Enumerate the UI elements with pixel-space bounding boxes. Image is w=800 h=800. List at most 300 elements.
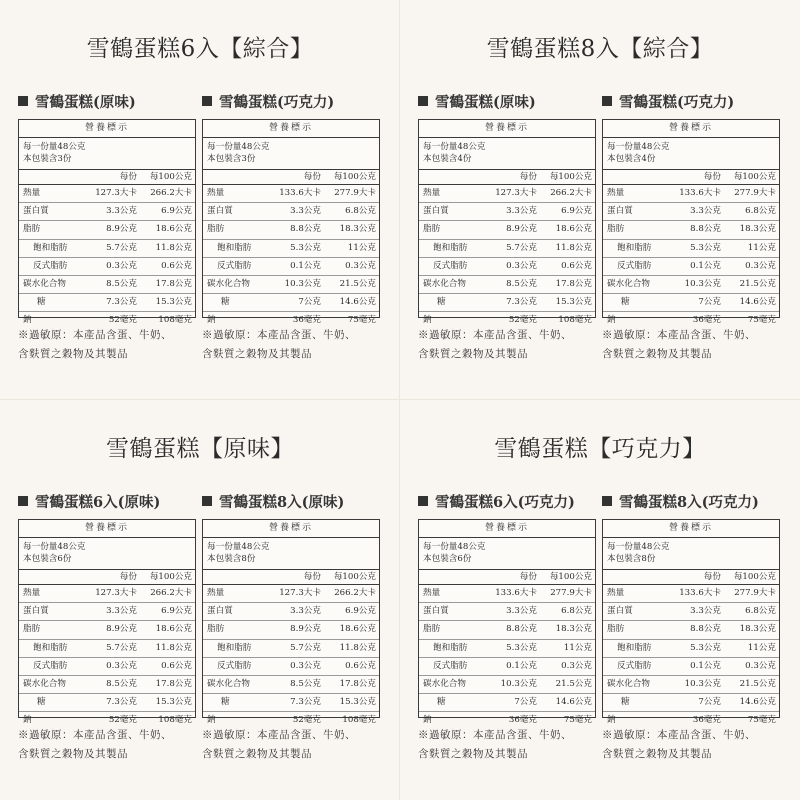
nutrition-rows bbox=[603, 585, 779, 730]
column-header-name bbox=[203, 570, 273, 584]
nutrient-name: 糖 bbox=[437, 297, 446, 308]
nutrient-name: 蛋白質 bbox=[423, 206, 449, 217]
column-headers bbox=[19, 570, 195, 585]
per-100g-value: 0.3公克 bbox=[745, 260, 776, 271]
serving-size: 每一份量48公克 bbox=[607, 142, 670, 152]
nutrient-name: 飽和脂肪 bbox=[433, 642, 468, 653]
nutrition-rows bbox=[19, 585, 195, 730]
per-100g-value: 14.6公克 bbox=[555, 697, 592, 708]
serving-size: 每一份量48公克 bbox=[23, 142, 86, 152]
nutrition-row bbox=[603, 276, 779, 294]
nutrition-row bbox=[203, 185, 379, 203]
per-serving-value: 8.8公克 bbox=[690, 624, 721, 635]
nutrient-name: 反式脂肪 bbox=[433, 260, 468, 271]
nutrition-row bbox=[203, 621, 379, 639]
column-header-name bbox=[19, 570, 89, 584]
nutrient-name: 鈉 bbox=[607, 715, 616, 726]
per-100g-value: 6.9公克 bbox=[345, 606, 376, 617]
per-serving-value: 0.3公克 bbox=[106, 660, 137, 671]
per-serving-value: 7公克 bbox=[698, 697, 721, 708]
per-serving-value: 52毫克 bbox=[508, 315, 537, 326]
per-serving-value: 5.7公克 bbox=[290, 642, 321, 653]
nutrition-column bbox=[418, 490, 598, 764]
nutrition-row bbox=[203, 276, 379, 294]
per-serving-value: 10.3公克 bbox=[684, 278, 721, 289]
column-header-per-serving: 每份 bbox=[703, 172, 721, 182]
per-100g-value: 277.9大卡 bbox=[334, 188, 376, 198]
per-100g-value: 266.2大卡 bbox=[150, 588, 192, 598]
nutrient-name: 糖 bbox=[621, 697, 630, 708]
nutrient-name: 熱量 bbox=[423, 188, 441, 198]
product-subtitle-text: 雪鶴蛋糕(巧克力) bbox=[619, 93, 735, 111]
column-header-per-serving: 每份 bbox=[519, 572, 537, 582]
nutrition-column bbox=[202, 490, 382, 764]
nutrient-name: 鈉 bbox=[207, 315, 216, 326]
nutrient-name: 脂肪 bbox=[23, 224, 41, 235]
nutrition-row bbox=[203, 258, 379, 276]
column-headers bbox=[203, 570, 379, 585]
section-title: 雪鶴蛋糕【原味】 bbox=[106, 436, 294, 462]
servings-per-package: 本包裝含6份 bbox=[23, 554, 72, 564]
nutrition-table-header: 營養標示 bbox=[603, 520, 779, 538]
nutrient-name: 飽和脂肪 bbox=[617, 242, 652, 253]
nutrient-name: 脂肪 bbox=[207, 624, 225, 635]
per-serving-value: 127.3大卡 bbox=[95, 588, 137, 598]
nutrient-name: 蛋白質 bbox=[207, 606, 233, 617]
nutrition-row bbox=[603, 676, 779, 694]
nutrient-name: 碳水化合物 bbox=[423, 278, 466, 289]
per-serving-value: 7.3公克 bbox=[290, 697, 321, 708]
nutrient-name: 飽和脂肪 bbox=[433, 242, 468, 253]
per-100g-value: 17.8公克 bbox=[155, 678, 192, 689]
nutrient-name: 碳水化合物 bbox=[423, 678, 466, 689]
nutrition-column bbox=[418, 90, 598, 364]
servings-per-package: 本包裝含4份 bbox=[607, 154, 656, 164]
nutrition-table bbox=[418, 519, 596, 726]
nutrition-row bbox=[603, 585, 779, 603]
per-serving-value: 0.3公克 bbox=[106, 260, 137, 271]
per-100g-value: 11.8公克 bbox=[155, 242, 192, 253]
section-title: 雪鶴蛋糕6入【綜合】 bbox=[86, 36, 314, 62]
per-serving-value: 3.3公克 bbox=[506, 206, 537, 217]
nutrition-row bbox=[419, 658, 595, 676]
square-bullet-icon bbox=[202, 496, 212, 506]
serving-info bbox=[19, 138, 195, 170]
column-header-per-100g: 每100公克 bbox=[333, 172, 376, 182]
nutrient-name: 脂肪 bbox=[607, 624, 625, 635]
servings-per-package: 本包裝含8份 bbox=[207, 554, 256, 564]
serving-info bbox=[603, 138, 779, 170]
per-100g-value: 108毫克 bbox=[158, 715, 192, 726]
nutrient-name: 蛋白質 bbox=[207, 206, 233, 217]
nutrient-name: 碳水化合物 bbox=[607, 278, 650, 289]
servings-per-package: 本包裝含4份 bbox=[423, 154, 472, 164]
servings-per-package: 本包裝含6份 bbox=[423, 554, 472, 564]
per-100g-value: 17.8公克 bbox=[555, 278, 592, 289]
per-100g-value: 14.6公克 bbox=[339, 297, 376, 308]
column-header-per-100g: 每100公克 bbox=[149, 572, 192, 582]
per-100g-value: 21.5公克 bbox=[739, 278, 776, 289]
per-serving-value: 127.3大卡 bbox=[495, 188, 537, 198]
per-serving-value: 36毫克 bbox=[692, 315, 721, 326]
nutrition-row bbox=[419, 276, 595, 294]
per-serving-value: 7公克 bbox=[514, 697, 537, 708]
per-100g-value: 266.2大卡 bbox=[150, 188, 192, 198]
nutrition-column bbox=[202, 90, 382, 364]
nutrition-rows bbox=[19, 185, 195, 330]
allergen-line: ※過敏原：本產品含蛋、牛奶、 bbox=[418, 729, 572, 741]
column-header-per-serving: 每份 bbox=[303, 572, 321, 582]
product-subtitle-text: 雪鶴蛋糕(原味) bbox=[435, 93, 536, 111]
product-subtitle bbox=[202, 490, 382, 512]
column-header-per-serving: 每份 bbox=[703, 572, 721, 582]
per-serving-value: 8.8公克 bbox=[290, 224, 321, 235]
nutrition-table bbox=[202, 519, 380, 726]
per-serving-value: 10.3公克 bbox=[684, 678, 721, 689]
per-serving-value: 5.7公克 bbox=[106, 642, 137, 653]
allergen-notice bbox=[418, 726, 598, 764]
per-100g-value: 15.3公克 bbox=[555, 297, 592, 308]
column-header-per-100g: 每100公克 bbox=[733, 572, 776, 582]
nutrition-row bbox=[603, 240, 779, 258]
nutrition-row bbox=[603, 658, 779, 676]
nutrition-row bbox=[19, 276, 195, 294]
allergen-line: ※過敏原：本產品含蛋、牛奶、 bbox=[202, 329, 356, 341]
servings-per-package: 本包裝含8份 bbox=[607, 554, 656, 564]
nutrition-row bbox=[19, 658, 195, 676]
per-serving-value: 8.8公克 bbox=[690, 224, 721, 235]
nutrition-row bbox=[419, 185, 595, 203]
nutrient-name: 飽和脂肪 bbox=[33, 642, 68, 653]
per-serving-value: 5.3公克 bbox=[690, 642, 721, 653]
per-100g-value: 266.2大卡 bbox=[334, 588, 376, 598]
per-serving-value: 7.3公克 bbox=[506, 297, 537, 308]
per-100g-value: 18.3公克 bbox=[339, 224, 376, 235]
per-serving-value: 8.8公克 bbox=[506, 624, 537, 635]
product-section bbox=[0, 400, 400, 800]
allergen-line: ※過敏原：本產品含蛋、牛奶、 bbox=[202, 729, 356, 741]
nutrient-name: 糖 bbox=[221, 697, 230, 708]
per-serving-value: 0.1公克 bbox=[506, 660, 537, 671]
nutrition-row bbox=[419, 621, 595, 639]
per-serving-value: 0.3公克 bbox=[506, 260, 537, 271]
nutrition-row bbox=[19, 221, 195, 239]
column-header-per-serving: 每份 bbox=[119, 572, 137, 582]
nutrition-row bbox=[19, 203, 195, 221]
per-serving-value: 7公克 bbox=[298, 297, 321, 308]
nutrition-row bbox=[203, 240, 379, 258]
nutrient-name: 熱量 bbox=[423, 588, 441, 598]
nutrition-table-header: 營養標示 bbox=[19, 520, 195, 538]
per-100g-value: 18.6公克 bbox=[339, 624, 376, 635]
per-serving-value: 36毫克 bbox=[692, 715, 721, 726]
product-subtitle bbox=[602, 490, 782, 512]
column-headers bbox=[603, 170, 779, 185]
nutrition-row bbox=[603, 640, 779, 658]
nutrient-name: 碳水化合物 bbox=[23, 278, 66, 289]
nutrient-name: 蛋白質 bbox=[607, 606, 633, 617]
square-bullet-icon bbox=[18, 96, 28, 106]
nutrient-name: 蛋白質 bbox=[23, 206, 49, 217]
nutrient-name: 飽和脂肪 bbox=[217, 242, 252, 253]
per-serving-value: 3.3公克 bbox=[106, 206, 137, 217]
nutrition-row bbox=[419, 258, 595, 276]
per-serving-value: 36毫克 bbox=[292, 315, 321, 326]
nutrition-table-header: 營養標示 bbox=[203, 520, 379, 538]
per-100g-value: 18.3公克 bbox=[739, 624, 776, 635]
servings-per-package: 本包裝含3份 bbox=[23, 154, 72, 164]
serving-info bbox=[203, 538, 379, 570]
serving-size: 每一份量48公克 bbox=[23, 542, 86, 552]
per-serving-value: 8.9公克 bbox=[290, 624, 321, 635]
nutrient-name: 脂肪 bbox=[207, 224, 225, 235]
nutrition-row bbox=[603, 221, 779, 239]
nutrient-name: 反式脂肪 bbox=[617, 660, 652, 671]
nutrition-row bbox=[203, 640, 379, 658]
per-100g-value: 277.9大卡 bbox=[550, 588, 592, 598]
per-serving-value: 8.9公克 bbox=[506, 224, 537, 235]
allergen-line: ※過敏原：本產品含蛋、牛奶、 bbox=[602, 729, 756, 741]
nutrition-rows bbox=[203, 185, 379, 330]
serving-size: 每一份量48公克 bbox=[207, 542, 270, 552]
nutrition-row bbox=[203, 694, 379, 712]
nutrition-row bbox=[603, 603, 779, 621]
allergen-notice bbox=[202, 726, 382, 764]
per-100g-value: 6.9公克 bbox=[161, 606, 192, 617]
per-serving-value: 8.5公克 bbox=[290, 678, 321, 689]
column-header-name bbox=[19, 170, 89, 184]
nutrition-table bbox=[202, 119, 380, 326]
per-100g-value: 11公克 bbox=[347, 242, 376, 253]
nutrient-name: 碳水化合物 bbox=[23, 678, 66, 689]
allergen-line: 含麩質之穀物及其製品 bbox=[602, 748, 712, 760]
per-100g-value: 108毫克 bbox=[342, 715, 376, 726]
nutrition-row bbox=[419, 676, 595, 694]
nutrition-row bbox=[419, 603, 595, 621]
per-100g-value: 0.6公克 bbox=[561, 260, 592, 271]
nutrition-table-header: 營養標示 bbox=[19, 120, 195, 138]
per-100g-value: 0.6公克 bbox=[161, 660, 192, 671]
per-100g-value: 6.9公克 bbox=[561, 206, 592, 217]
product-subtitle-text: 雪鶴蛋糕6入(巧克力) bbox=[435, 493, 575, 511]
nutrition-rows bbox=[419, 185, 595, 330]
square-bullet-icon bbox=[18, 496, 28, 506]
per-100g-value: 266.2大卡 bbox=[550, 188, 592, 198]
allergen-line: 含麩質之穀物及其製品 bbox=[202, 748, 312, 760]
square-bullet-icon bbox=[418, 496, 428, 506]
per-serving-value: 7.3公克 bbox=[106, 697, 137, 708]
nutrient-name: 反式脂肪 bbox=[617, 260, 652, 271]
per-serving-value: 0.1公克 bbox=[290, 260, 321, 271]
nutrition-row bbox=[203, 585, 379, 603]
nutrient-name: 熱量 bbox=[23, 588, 41, 598]
per-100g-value: 75毫克 bbox=[563, 715, 592, 726]
per-100g-value: 15.3公克 bbox=[339, 697, 376, 708]
allergen-line: ※過敏原：本產品含蛋、牛奶、 bbox=[18, 329, 172, 341]
nutrition-row bbox=[603, 621, 779, 639]
nutrient-name: 鈉 bbox=[607, 315, 616, 326]
nutrition-row bbox=[603, 185, 779, 203]
per-serving-value: 8.9公克 bbox=[106, 624, 137, 635]
product-section bbox=[400, 400, 800, 800]
per-serving-value: 3.3公克 bbox=[290, 606, 321, 617]
nutrition-row bbox=[419, 294, 595, 312]
product-subtitle bbox=[202, 90, 382, 112]
nutrient-name: 脂肪 bbox=[423, 624, 441, 635]
nutrition-row bbox=[419, 640, 595, 658]
nutrition-row bbox=[419, 203, 595, 221]
per-serving-value: 133.6大卡 bbox=[495, 588, 537, 598]
column-header-name bbox=[203, 170, 273, 184]
per-serving-value: 0.1公克 bbox=[690, 660, 721, 671]
square-bullet-icon bbox=[602, 96, 612, 106]
nutrient-name: 反式脂肪 bbox=[433, 660, 468, 671]
serving-size: 每一份量48公克 bbox=[423, 542, 486, 552]
section-title: 雪鶴蛋糕【巧克力】 bbox=[494, 436, 706, 462]
column-headers bbox=[419, 570, 595, 585]
nutrition-row bbox=[603, 294, 779, 312]
serving-info bbox=[419, 538, 595, 570]
column-header-per-serving: 每份 bbox=[119, 172, 137, 182]
column-header-per-100g: 每100公克 bbox=[549, 572, 592, 582]
nutrition-row bbox=[203, 221, 379, 239]
per-serving-value: 8.9公克 bbox=[106, 224, 137, 235]
product-section bbox=[400, 0, 800, 400]
per-100g-value: 75毫克 bbox=[747, 315, 776, 326]
nutrition-row bbox=[603, 203, 779, 221]
nutrition-row bbox=[19, 185, 195, 203]
per-100g-value: 108毫克 bbox=[158, 315, 192, 326]
nutrition-table bbox=[602, 519, 780, 726]
nutrition-table bbox=[418, 119, 596, 326]
nutrition-table-header: 營養標示 bbox=[419, 520, 595, 538]
nutrient-name: 糖 bbox=[37, 697, 46, 708]
per-serving-value: 5.3公克 bbox=[506, 642, 537, 653]
nutrient-name: 碳水化合物 bbox=[207, 678, 250, 689]
allergen-line: ※過敏原：本產品含蛋、牛奶、 bbox=[602, 329, 756, 341]
per-100g-value: 11.8公克 bbox=[555, 242, 592, 253]
allergen-line: 含麩質之穀物及其製品 bbox=[418, 748, 528, 760]
serving-info bbox=[203, 138, 379, 170]
per-100g-value: 15.3公克 bbox=[155, 297, 192, 308]
column-header-per-100g: 每100公克 bbox=[333, 572, 376, 582]
section-title: 雪鶴蛋糕8入【綜合】 bbox=[486, 36, 714, 62]
nutrient-name: 熱量 bbox=[607, 188, 625, 198]
per-serving-value: 5.7公克 bbox=[506, 242, 537, 253]
per-100g-value: 108毫克 bbox=[558, 315, 592, 326]
per-serving-value: 127.3大卡 bbox=[279, 588, 321, 598]
nutrition-table-header: 營養標示 bbox=[203, 120, 379, 138]
nutrient-name: 脂肪 bbox=[23, 624, 41, 635]
nutrient-name: 熱量 bbox=[207, 188, 225, 198]
nutrition-table bbox=[602, 119, 780, 326]
per-serving-value: 52毫克 bbox=[108, 715, 137, 726]
product-subtitle-text: 雪鶴蛋糕(巧克力) bbox=[219, 93, 335, 111]
allergen-line: ※過敏原：本產品含蛋、牛奶、 bbox=[18, 729, 172, 741]
per-100g-value: 277.9大卡 bbox=[734, 588, 776, 598]
per-100g-value: 11公克 bbox=[563, 642, 592, 653]
allergen-line: 含麩質之穀物及其製品 bbox=[418, 348, 528, 360]
nutrition-row bbox=[19, 694, 195, 712]
nutrient-name: 脂肪 bbox=[607, 224, 625, 235]
per-100g-value: 0.6公克 bbox=[161, 260, 192, 271]
nutrition-table bbox=[18, 119, 196, 326]
allergen-line: 含麩質之穀物及其製品 bbox=[18, 348, 128, 360]
nutrition-row bbox=[419, 694, 595, 712]
per-serving-value: 8.5公克 bbox=[106, 678, 137, 689]
per-serving-value: 133.6大卡 bbox=[679, 188, 721, 198]
per-serving-value: 133.6大卡 bbox=[279, 188, 321, 198]
nutrient-name: 反式脂肪 bbox=[33, 260, 68, 271]
per-100g-value: 18.3公克 bbox=[555, 624, 592, 635]
per-100g-value: 277.9大卡 bbox=[734, 188, 776, 198]
nutrition-row bbox=[19, 585, 195, 603]
per-serving-value: 5.7公克 bbox=[106, 242, 137, 253]
square-bullet-icon bbox=[418, 96, 428, 106]
per-100g-value: 75毫克 bbox=[347, 315, 376, 326]
nutrient-name: 飽和脂肪 bbox=[33, 242, 68, 253]
nutrition-row bbox=[19, 640, 195, 658]
per-100g-value: 18.6公克 bbox=[155, 224, 192, 235]
per-100g-value: 11.8公克 bbox=[155, 642, 192, 653]
per-100g-value: 17.8公克 bbox=[339, 678, 376, 689]
per-serving-value: 10.3公克 bbox=[500, 678, 537, 689]
per-100g-value: 6.8公克 bbox=[561, 606, 592, 617]
per-serving-value: 3.3公克 bbox=[290, 206, 321, 217]
nutrition-row bbox=[603, 258, 779, 276]
per-100g-value: 6.8公克 bbox=[345, 206, 376, 217]
column-header-per-100g: 每100公克 bbox=[733, 172, 776, 182]
nutrition-row bbox=[19, 258, 195, 276]
serving-size: 每一份量48公克 bbox=[207, 142, 270, 152]
per-100g-value: 6.9公克 bbox=[161, 206, 192, 217]
per-100g-value: 11公克 bbox=[747, 242, 776, 253]
nutrition-row bbox=[19, 294, 195, 312]
nutrition-column bbox=[602, 90, 782, 364]
nutrition-table-header: 營養標示 bbox=[419, 120, 595, 138]
column-header-name bbox=[419, 570, 489, 584]
column-header-name bbox=[603, 570, 673, 584]
nutrition-row bbox=[203, 603, 379, 621]
product-subtitle bbox=[418, 490, 598, 512]
per-100g-value: 18.3公克 bbox=[739, 224, 776, 235]
nutrition-row bbox=[203, 294, 379, 312]
nutrition-row bbox=[203, 203, 379, 221]
per-serving-value: 3.3公克 bbox=[690, 206, 721, 217]
nutrient-name: 糖 bbox=[621, 297, 630, 308]
per-100g-value: 0.6公克 bbox=[345, 660, 376, 671]
per-serving-value: 36毫克 bbox=[508, 715, 537, 726]
per-serving-value: 8.5公克 bbox=[106, 278, 137, 289]
nutrition-row bbox=[419, 585, 595, 603]
nutrient-name: 鈉 bbox=[207, 715, 216, 726]
nutrient-name: 蛋白質 bbox=[423, 606, 449, 617]
per-serving-value: 133.6大卡 bbox=[679, 588, 721, 598]
nutrition-row bbox=[419, 240, 595, 258]
per-100g-value: 14.6公克 bbox=[739, 297, 776, 308]
product-subtitle bbox=[418, 90, 598, 112]
nutrition-row bbox=[19, 240, 195, 258]
nutrient-name: 反式脂肪 bbox=[217, 260, 252, 271]
nutrient-name: 蛋白質 bbox=[23, 606, 49, 617]
per-serving-value: 7.3公克 bbox=[106, 297, 137, 308]
nutrition-row bbox=[19, 603, 195, 621]
allergen-notice bbox=[602, 326, 782, 364]
per-100g-value: 18.6公克 bbox=[155, 624, 192, 635]
nutrition-rows bbox=[203, 585, 379, 730]
product-subtitle-text: 雪鶴蛋糕8入(巧克力) bbox=[619, 493, 759, 511]
column-header-per-serving: 每份 bbox=[303, 172, 321, 182]
